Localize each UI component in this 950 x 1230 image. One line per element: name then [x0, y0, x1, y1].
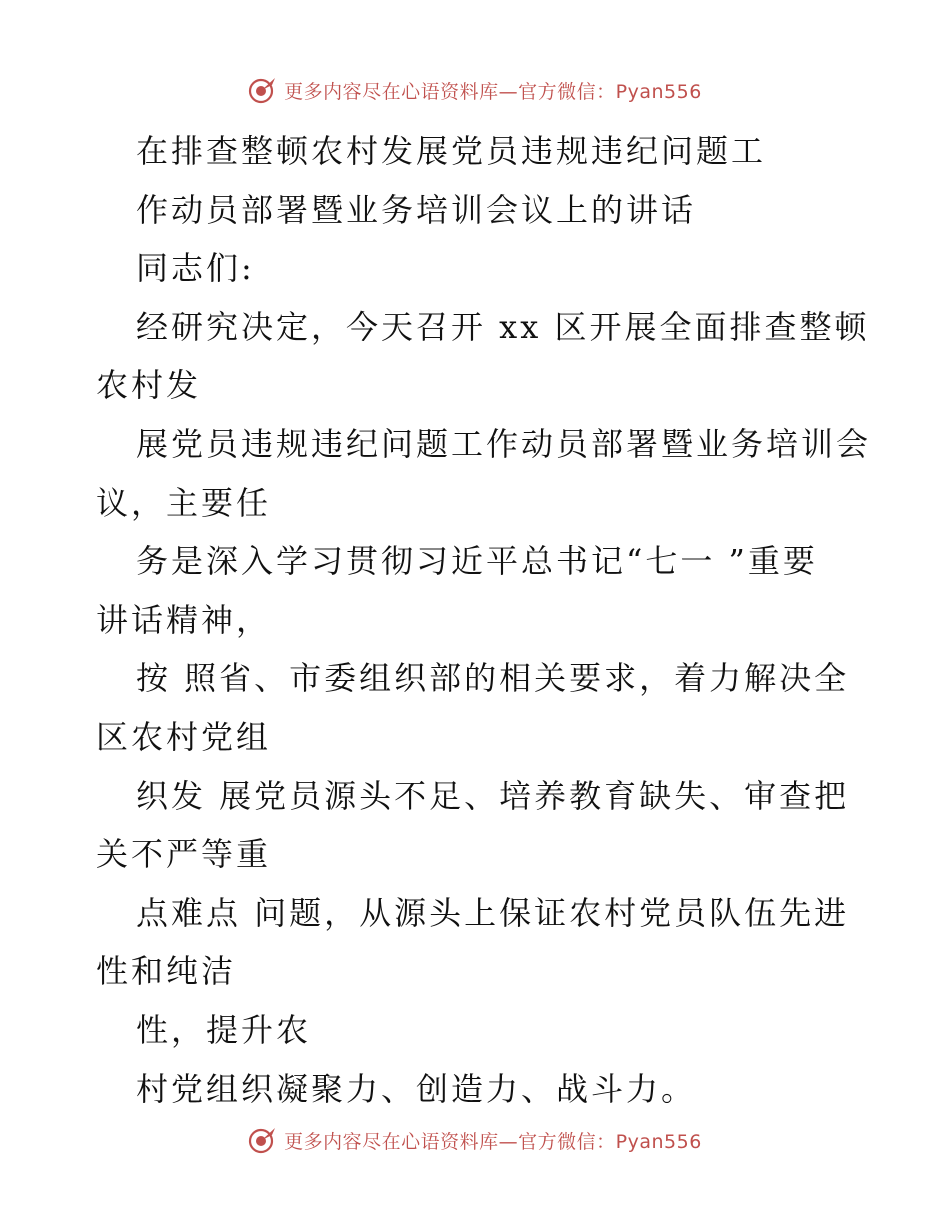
- text-line: 区农村党组: [96, 717, 272, 756]
- quill-circle-icon: [248, 1125, 278, 1155]
- text-line: 作动员部署暨业务培训会议上的讲话: [136, 190, 697, 229]
- banner-text: 更多内容尽在心语资料库—官方微信：Pyan556: [284, 1130, 702, 1153]
- header-banner: [0, 70, 950, 110]
- text-line: 关不严等重: [96, 835, 272, 874]
- text-line: 性和纯洁: [96, 952, 237, 991]
- banner-text: 更多内容尽在心语资料库—官方微信：Pyan556: [284, 80, 702, 103]
- text-line: 按 照省、市委组织部的相关要求，着力解决全: [136, 659, 850, 698]
- document-body: [96, 122, 872, 1118]
- quill-circle-icon: [248, 75, 278, 105]
- text-line: 点难点 问题，从源头上保证农村党员队伍先进: [136, 893, 850, 932]
- text-line: 展党员违规违纪问题工作动员部署暨业务培训会: [136, 424, 872, 463]
- text-line: 村党组织凝聚力、创造力、战斗力。: [136, 1069, 697, 1108]
- text-line: 讲话精神，: [96, 600, 272, 639]
- text-line: 性，提升农: [136, 1010, 312, 1049]
- text-line: 议，主要任: [96, 483, 272, 522]
- text-line: 在排查整顿农村发展党员违规违纪问题工: [136, 132, 767, 170]
- text-line: 同志们:: [136, 249, 255, 288]
- text-line: 农村发: [96, 366, 202, 405]
- text-line: 织发 展党员源头不足、培养教育缺失、审查把: [136, 776, 850, 815]
- text-line: 务是深入学习贯彻习近平总书记“七一 ”重要: [136, 542, 818, 581]
- footer-banner: [0, 1120, 950, 1160]
- text-line: 经研究决定，今天召开 xx 区开展全面排查整顿: [136, 307, 870, 346]
